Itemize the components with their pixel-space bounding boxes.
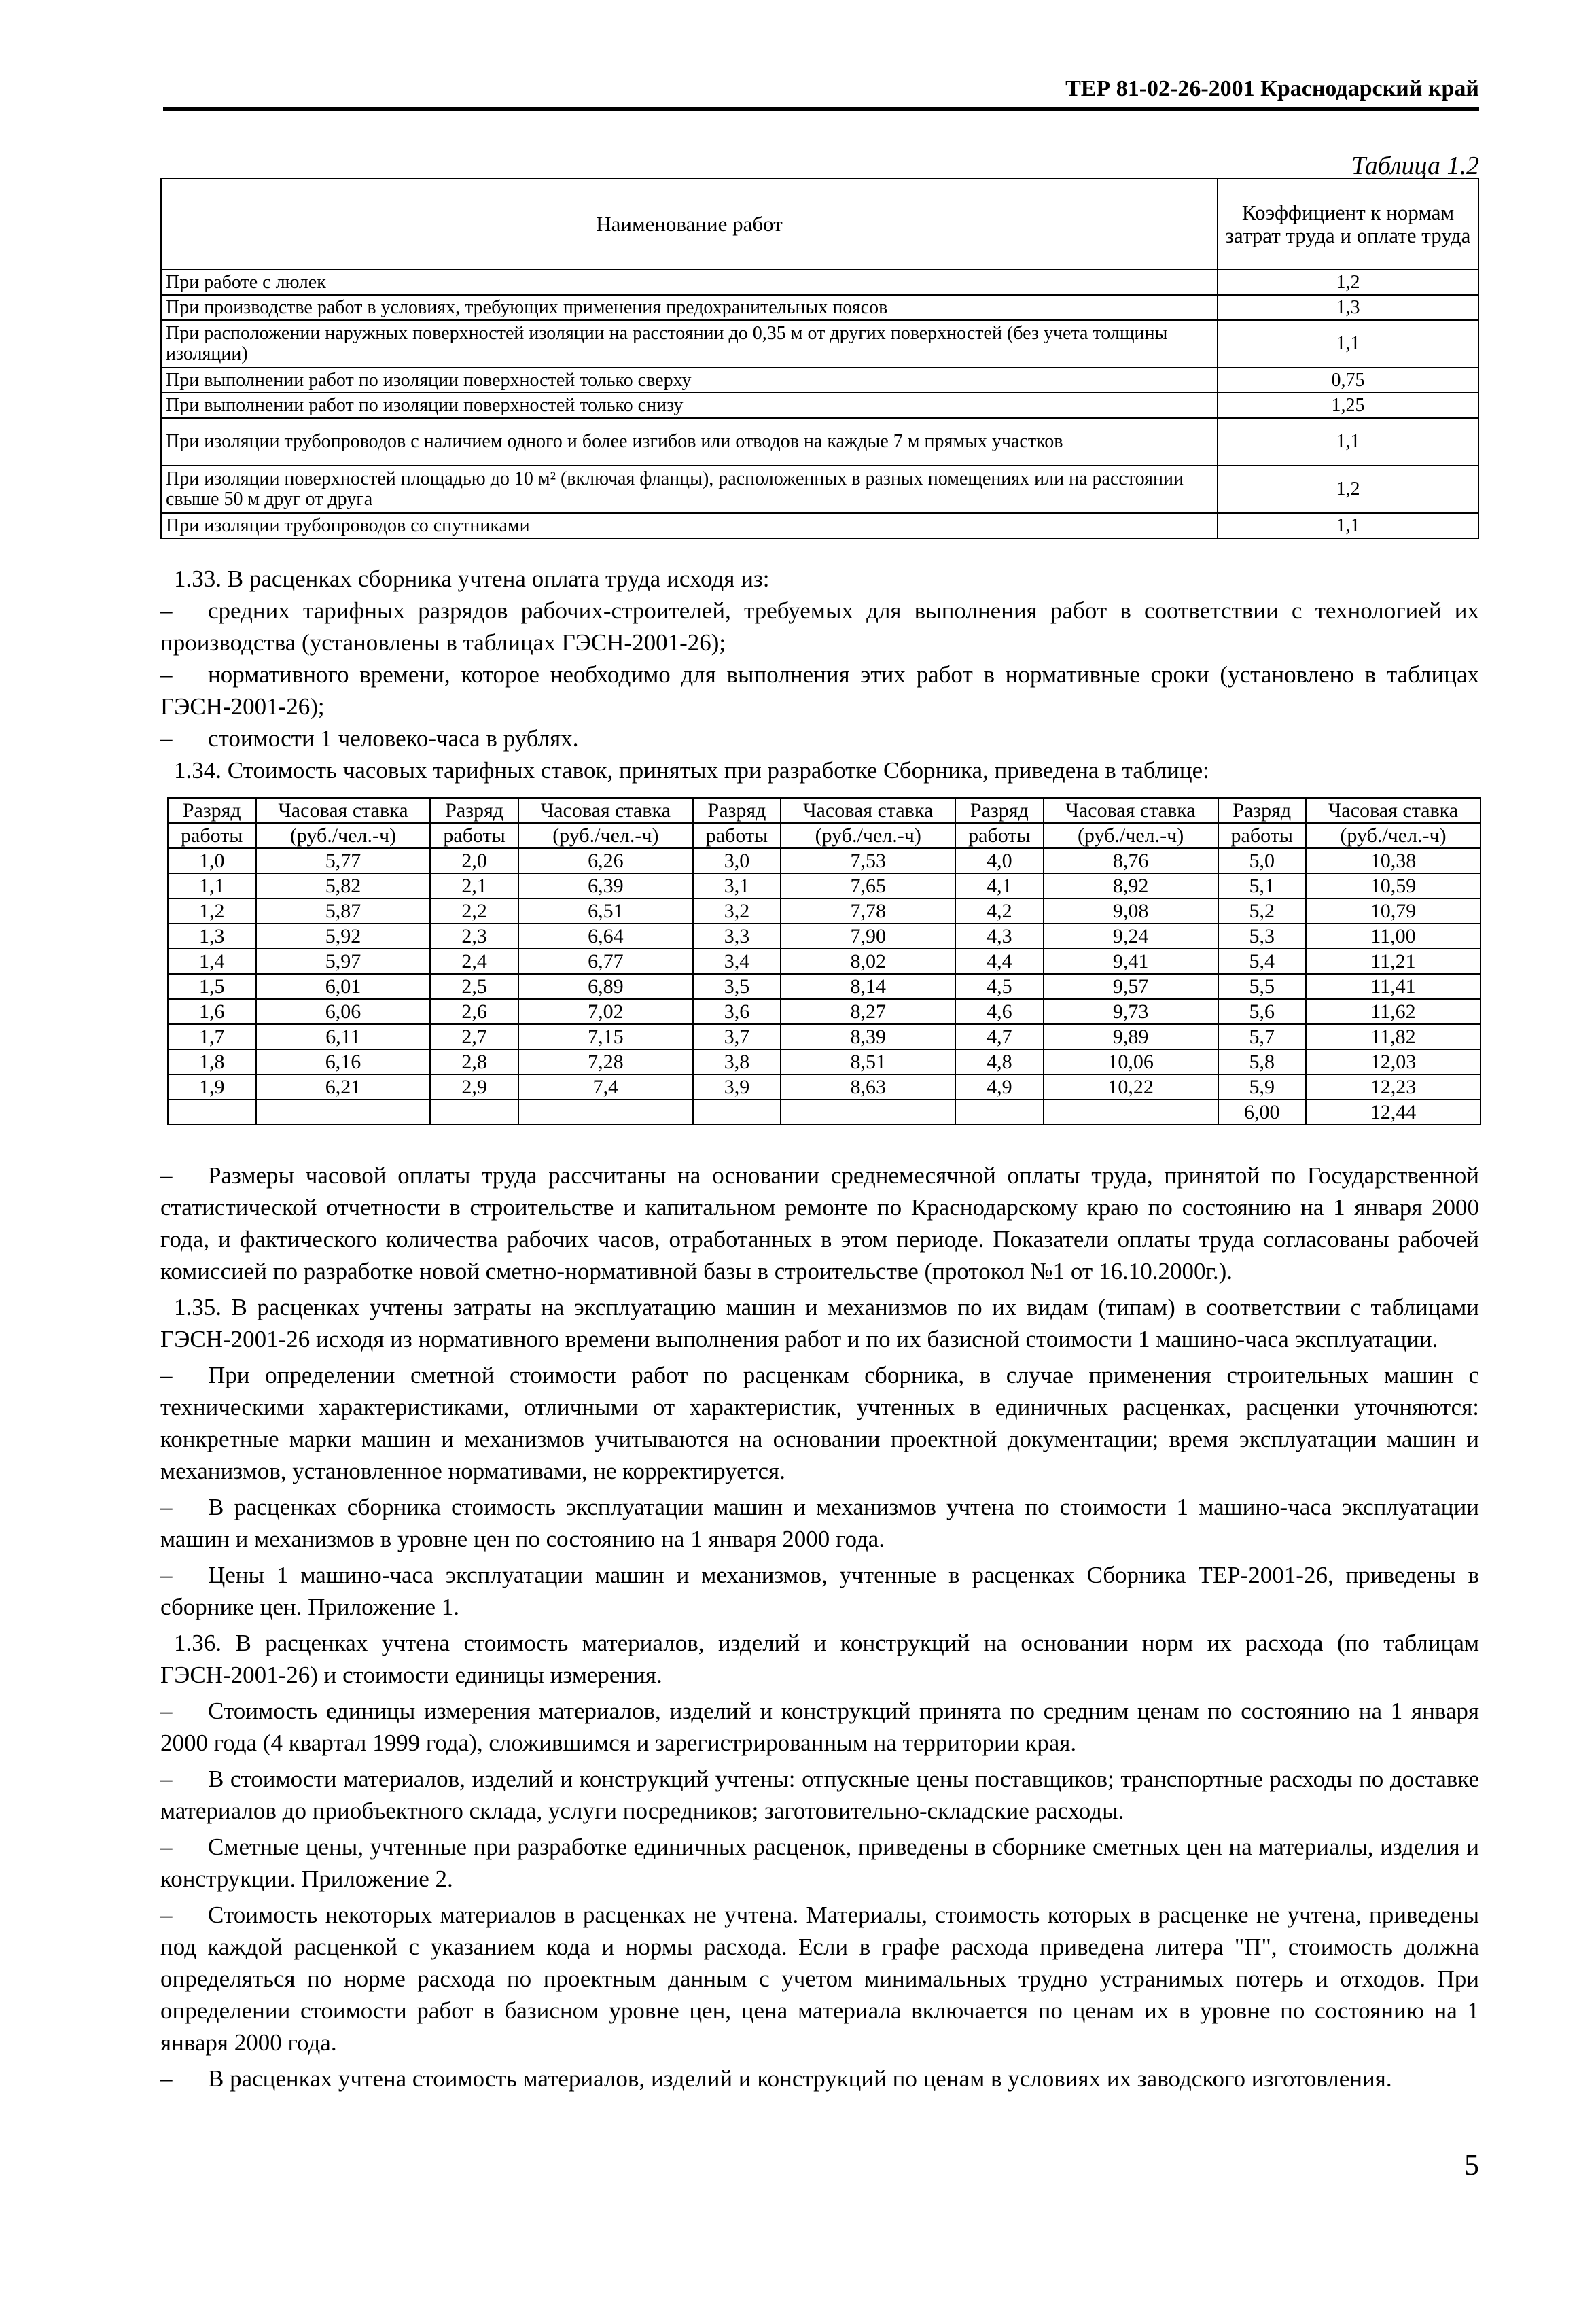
work-name-cell: При работе с люлек [161, 270, 1218, 295]
rate-cell: 6,21 [256, 1074, 431, 1100]
rate-cell: 9,57 [1044, 974, 1218, 999]
grade-header-cell: Разряд [1218, 798, 1307, 823]
dash-list-text: нормативного времени, которое необходимо для выполнения этих работ в нормативные сроки (установлено в таблицах ГЭСН-2001-26); [160, 661, 1479, 720]
paragraph-text: В расценках учтена стоимость материалов, изделий и конструкций по ценам в условиях их заводского изготовления. [208, 2065, 1392, 2092]
rate-cell: 10,38 [1306, 848, 1480, 873]
grade-cell: 3,9 [693, 1074, 781, 1100]
hourly-rate-table [167, 797, 1481, 1125]
work-name-cell: При производстве работ в условиях, требующих применения предохранительных поясов [161, 295, 1218, 320]
rate-header-cell: (руб./чел.-ч) [781, 823, 955, 848]
rate-header-row-1 [168, 798, 1480, 823]
rate-cell: 8,76 [1044, 848, 1218, 873]
rate-row [168, 999, 1480, 1024]
paragraph-text: Размеры часовой оплаты труда рассчитаны на основании среднемесячной оплаты труда, принятой по Государственной статистической отчетности в строительстве и капитальном ремонте по Краснодарскому краю по состоянию на 1 января 2000 года, и фактического количества рабочих часов, отработанных в этом периоде. Показатели оплаты труда согласованы рабочей комиссией по разработке новой сметно-нормативной базы в строительстве (протокол №1 от 16.10.2000г.). [160, 1162, 1479, 1284]
rate-cell: 12,03 [1306, 1049, 1480, 1074]
dash-bullet: – [160, 1494, 173, 1520]
rate-cell: 6,16 [256, 1049, 431, 1074]
coefficient-row [161, 295, 1478, 320]
work-name-cell: При изоляции поверхностей площадью до 10 м² (включая фланцы), расположенных в разных помещениях или на расстоянии свыше 50 м друг от друга [161, 466, 1218, 513]
rate-cell: 7,02 [518, 999, 693, 1024]
grade-header-cell: работы [693, 823, 781, 848]
grade-header-cell: работы [430, 823, 518, 848]
dash-paragraph [160, 1831, 1479, 1895]
dash-bullet: – [160, 2065, 173, 2092]
paragraph-text: 1.35. В расценках учтены затраты на эксплуатацию машин и механизмов по их видам (типам) в соответствии с таблицами ГЭСН-2001-26 исходя из нормативного времени выполнения работ и по их базисной стоимости 1 машино-часа эксплуатации. [160, 1294, 1479, 1352]
grade-cell: 2,7 [430, 1024, 518, 1049]
dash-paragraph [160, 1359, 1479, 1487]
grade-cell: 2,5 [430, 974, 518, 999]
rate-cell: 7,28 [518, 1049, 693, 1074]
section-1-34-intro: 1.34. Стоимость часовых тарифных ставок, принятых при разработке Сборника, приведена в таблице: [174, 757, 1209, 784]
rate-row [168, 974, 1480, 999]
rate-cell: 10,22 [1044, 1074, 1218, 1100]
grade-cell: 2,9 [430, 1074, 518, 1100]
coefficient-cell: 1,3 [1218, 295, 1478, 320]
grade-cell: 1,1 [168, 873, 256, 898]
dash-bullet: – [160, 1698, 173, 1724]
coefficient-cell: 1,1 [1218, 513, 1478, 538]
rate-header-cell: (руб./чел.-ч) [518, 823, 693, 848]
rate-cell [518, 1100, 693, 1125]
grade-cell: 5,4 [1218, 949, 1307, 974]
body-paragraphs [160, 1159, 1479, 2099]
rate-table-body [168, 848, 1480, 1125]
rate-cell: 6,26 [518, 848, 693, 873]
work-name-cell: При изоляции трубопроводов с наличием одного и более изгибов или отводов на каждые 7 м прямых участков [161, 418, 1218, 466]
dash-paragraph [160, 1763, 1479, 1827]
grade-cell: 5,6 [1218, 999, 1307, 1024]
rate-cell: 5,87 [256, 898, 431, 924]
grade-cell [168, 1100, 256, 1125]
grade-header-cell: Разряд [693, 798, 781, 823]
grade-cell: 6,00 [1218, 1100, 1307, 1125]
rate-cell: 5,82 [256, 873, 431, 898]
rate-cell: 7,65 [781, 873, 955, 898]
dash-paragraph [160, 1491, 1479, 1555]
rate-header-cell: (руб./чел.-ч) [1044, 823, 1218, 848]
rate-row [168, 924, 1480, 949]
rate-row [168, 848, 1480, 873]
rate-cell: 6,89 [518, 974, 693, 999]
section-1-33-intro: 1.33. В расценках сборника учтена оплата труда исходя из: [174, 565, 770, 592]
rate-header-cell: Часовая ставка [1044, 798, 1218, 823]
grade-cell: 2,1 [430, 873, 518, 898]
dash-bullet: – [160, 1834, 173, 1860]
grade-cell: 1,8 [168, 1049, 256, 1074]
grade-cell: 4,6 [955, 999, 1044, 1024]
rate-cell: 8,14 [781, 974, 955, 999]
paragraph-text: В стоимости материалов, изделий и конструкций учтены: отпускные цены поставщиков; транспортные расходы по доставке материалов до приобъектного склада, услуги посредников; заготовительно-складские расходы. [160, 1766, 1479, 1824]
grade-header-cell: Разряд [430, 798, 518, 823]
grade-cell: 3,8 [693, 1049, 781, 1074]
rate-cell: 10,06 [1044, 1049, 1218, 1074]
column-header-coefficient: Коэффициент к нормам затрат труда и оплате труда [1218, 179, 1478, 270]
section-1-33 [160, 563, 1479, 786]
table-caption: Таблица 1.2 [1351, 152, 1479, 180]
numbered-paragraph [160, 1627, 1479, 1691]
grade-cell: 1,9 [168, 1074, 256, 1100]
coefficient-row [161, 513, 1478, 538]
rate-cell: 11,21 [1306, 949, 1480, 974]
grade-cell: 4,4 [955, 949, 1044, 974]
grade-cell: 1,5 [168, 974, 256, 999]
grade-header-cell: Разряд [955, 798, 1044, 823]
dash-bullet: – [160, 1362, 173, 1388]
rate-cell: 6,39 [518, 873, 693, 898]
grade-cell: 1,2 [168, 898, 256, 924]
rate-cell [781, 1100, 955, 1125]
grade-cell: 2,2 [430, 898, 518, 924]
rate-row [168, 1049, 1480, 1074]
dash-paragraph [160, 1559, 1479, 1623]
coefficient-cell: 1,1 [1218, 320, 1478, 368]
grade-cell: 4,8 [955, 1049, 1044, 1074]
grade-header-cell: работы [1218, 823, 1307, 848]
rate-cell: 8,39 [781, 1024, 955, 1049]
rate-cell: 6,64 [518, 924, 693, 949]
dash-paragraph [160, 2063, 1479, 2095]
grade-cell: 4,0 [955, 848, 1044, 873]
rate-row [168, 898, 1480, 924]
page-number: 5 [1464, 2148, 1479, 2182]
rate-cell: 8,02 [781, 949, 955, 974]
rate-cell: 7,4 [518, 1074, 693, 1100]
grade-header-cell: работы [955, 823, 1044, 848]
rate-cell: 9,73 [1044, 999, 1218, 1024]
rate-header-cell: Часовая ставка [781, 798, 955, 823]
coefficient-cell: 1,25 [1218, 393, 1478, 418]
dash-list-text: стоимости 1 человеко-часа в рублях. [208, 725, 579, 752]
grade-cell [955, 1100, 1044, 1125]
grade-cell: 4,3 [955, 924, 1044, 949]
work-name-cell: При выполнении работ по изоляции поверхностей только сверху [161, 368, 1218, 393]
coefficient-cell: 0,75 [1218, 368, 1478, 393]
rate-row [168, 1074, 1480, 1100]
rate-cell: 12,23 [1306, 1074, 1480, 1100]
page-header [163, 76, 1479, 111]
rate-header-cell: Часовая ставка [518, 798, 693, 823]
paragraph-text: Цены 1 машино-часа эксплуатации машин и механизмов, учтенные в расценках Сборника ТЕР-2001-26, приведены в сборнике цен. Приложение 1. [160, 1562, 1479, 1620]
paragraph-text: В расценках сборника стоимость эксплуатации машин и механизмов учтена по стоимости 1 машино-часа эксплуатации машин и механизмов в уровне цен по состоянию на 1 января 2000 года. [160, 1494, 1479, 1552]
rate-cell: 8,92 [1044, 873, 1218, 898]
rate-cell [1044, 1100, 1218, 1125]
rate-cell: 6,77 [518, 949, 693, 974]
grade-cell: 3,1 [693, 873, 781, 898]
grade-cell: 2,3 [430, 924, 518, 949]
grade-cell: 4,9 [955, 1074, 1044, 1100]
dash-bullet: – [160, 661, 173, 688]
coefficients-table-body [161, 270, 1478, 538]
rate-cell [256, 1100, 431, 1125]
coefficients-table [160, 178, 1479, 539]
rate-header-row-2 [168, 823, 1480, 848]
rate-cell: 8,63 [781, 1074, 955, 1100]
dash-paragraph [160, 1159, 1479, 1287]
grade-cell [693, 1100, 781, 1125]
dash-paragraph [160, 1695, 1479, 1759]
grade-cell: 4,7 [955, 1024, 1044, 1049]
dash-list-text: средних тарифных разрядов рабочих-строителей, требуемых для выполнения работ в соответствии с технологией их производства (установлены в таблицах ГЭСН-2001-26); [160, 597, 1479, 656]
rate-row [168, 1024, 1480, 1049]
header-title: ТЕР 81-02-26-2001 Краснодарский край [1065, 76, 1479, 101]
rate-row [168, 949, 1480, 974]
rate-cell: 10,59 [1306, 873, 1480, 898]
grade-cell: 3,6 [693, 999, 781, 1024]
grade-cell: 4,5 [955, 974, 1044, 999]
paragraph-text: При определении сметной стоимости работ по расценкам сборника, в случае применения строительных машин с техническими характеристиками, отличными от характеристик, учтенных в единичных расценках, расценки уточняются: конкретные марки машин и механизмов учитываются на основании проектной документации; время эксплуатации машин и механизмов, установленное нормативами, не корректируется. [160, 1362, 1479, 1484]
grade-cell: 3,3 [693, 924, 781, 949]
dash-list-item [160, 722, 1479, 754]
dash-bullet: – [160, 597, 173, 624]
dash-list-item [160, 595, 1479, 659]
dash-list-item [160, 659, 1479, 722]
rate-cell: 6,51 [518, 898, 693, 924]
coefficient-row [161, 270, 1478, 295]
grade-cell: 1,4 [168, 949, 256, 974]
rate-cell: 8,27 [781, 999, 955, 1024]
grade-cell: 5,5 [1218, 974, 1307, 999]
dash-bullet: – [160, 1766, 173, 1792]
dash-bullet: – [160, 1562, 173, 1588]
rate-cell: 11,82 [1306, 1024, 1480, 1049]
rate-cell: 8,51 [781, 1049, 955, 1074]
rate-cell: 7,90 [781, 924, 955, 949]
section-1-33-items [160, 595, 1479, 754]
rate-cell: 5,77 [256, 848, 431, 873]
grade-header-cell: Разряд [168, 798, 256, 823]
coefficient-row [161, 418, 1478, 466]
column-header-work: Наименование работ [161, 179, 1218, 270]
grade-cell: 5,3 [1218, 924, 1307, 949]
rate-cell: 6,01 [256, 974, 431, 999]
rate-cell: 5,97 [256, 949, 431, 974]
rate-cell: 11,41 [1306, 974, 1480, 999]
rate-header-cell: (руб./чел.-ч) [1306, 823, 1480, 848]
rate-cell: 11,00 [1306, 924, 1480, 949]
paragraph-text: Стоимость единицы измерения материалов, изделий и конструкций принята по средним ценам по состоянию на 1 января 2000 года (4 квартал 1999 года), сложившимся и зарегистрированным на территории края. [160, 1698, 1479, 1756]
coefficient-row [161, 368, 1478, 393]
rate-cell: 10,79 [1306, 898, 1480, 924]
coefficient-cell: 1,2 [1218, 466, 1478, 513]
rate-header-cell: (руб./чел.-ч) [256, 823, 431, 848]
rate-cell: 5,92 [256, 924, 431, 949]
dash-bullet: – [160, 1902, 173, 1928]
dash-bullet: – [160, 1162, 173, 1189]
grade-cell: 1,3 [168, 924, 256, 949]
grade-cell: 1,0 [168, 848, 256, 873]
coefficient-row [161, 466, 1478, 513]
rate-cell: 9,24 [1044, 924, 1218, 949]
coefficient-cell: 1,2 [1218, 270, 1478, 295]
grade-cell: 4,1 [955, 873, 1044, 898]
rate-cell: 9,41 [1044, 949, 1218, 974]
rate-cell: 7,15 [518, 1024, 693, 1049]
coefficient-row [161, 320, 1478, 368]
dash-paragraph [160, 1899, 1479, 2059]
rate-header-cell: Часовая ставка [1306, 798, 1480, 823]
grade-cell: 5,8 [1218, 1049, 1307, 1074]
grade-cell: 3,4 [693, 949, 781, 974]
grade-cell: 5,7 [1218, 1024, 1307, 1049]
paragraph-text: Сметные цены, учтенные при разработке единичных расценок, приведены в сборнике сметных цен на материалы, изделия и конструкции. Приложение 2. [160, 1834, 1479, 1892]
grade-cell: 3,0 [693, 848, 781, 873]
rate-cell: 6,06 [256, 999, 431, 1024]
grade-cell: 5,0 [1218, 848, 1307, 873]
grade-cell: 3,7 [693, 1024, 781, 1049]
grade-header-cell: работы [168, 823, 256, 848]
numbered-paragraph [160, 1291, 1479, 1355]
rate-cell: 11,62 [1306, 999, 1480, 1024]
grade-cell: 5,2 [1218, 898, 1307, 924]
coefficient-cell: 1,1 [1218, 418, 1478, 466]
rate-header-cell: Часовая ставка [256, 798, 431, 823]
rate-row [168, 873, 1480, 898]
rate-row [168, 1100, 1480, 1125]
rate-cell: 6,11 [256, 1024, 431, 1049]
grade-cell: 5,1 [1218, 873, 1307, 898]
grade-cell [430, 1100, 518, 1125]
grade-cell: 5,9 [1218, 1074, 1307, 1100]
grade-cell: 2,0 [430, 848, 518, 873]
work-name-cell: При расположении наружных поверхностей изоляции на расстоянии до 0,35 м от других поверхностей (без учета толщины изоляции) [161, 320, 1218, 368]
coefficient-row [161, 393, 1478, 418]
grade-cell: 1,7 [168, 1024, 256, 1049]
work-name-cell: При изоляции трубопроводов со спутниками [161, 513, 1218, 538]
grade-cell: 4,2 [955, 898, 1044, 924]
grade-cell: 3,5 [693, 974, 781, 999]
paragraph-text: 1.36. В расценках учтена стоимость материалов, изделий и конструкций на основании норм их расхода (по таблицам ГЭСН-2001-26) и стоимости единицы измерения. [160, 1630, 1479, 1688]
rate-cell: 7,78 [781, 898, 955, 924]
rate-cell: 12,44 [1306, 1100, 1480, 1125]
rate-cell: 9,08 [1044, 898, 1218, 924]
dash-bullet: – [160, 725, 173, 752]
rate-cell: 9,89 [1044, 1024, 1218, 1049]
paragraph-text: Стоимость некоторых материалов в расценках не учтена. Материалы, стоимость которых в расценке не учтена, приведены под каждой расценкой с указанием кода и нормы расхода. Если в графе расхода приведена литера "П", стоимость должна определяться по норме расхода по проектным данным с учетом минимальных трудно устранимых потерь и отходов. При определении стоимости работ в базисном уровне цен, цена материала включается по ценам их в уровне по состоянию на 1 января 2000 года. [160, 1902, 1479, 2056]
grade-cell: 2,6 [430, 999, 518, 1024]
grade-cell: 3,2 [693, 898, 781, 924]
rate-cell: 7,53 [781, 848, 955, 873]
grade-cell: 2,4 [430, 949, 518, 974]
grade-cell: 2,8 [430, 1049, 518, 1074]
work-name-cell: При выполнении работ по изоляции поверхностей только снизу [161, 393, 1218, 418]
grade-cell: 1,6 [168, 999, 256, 1024]
